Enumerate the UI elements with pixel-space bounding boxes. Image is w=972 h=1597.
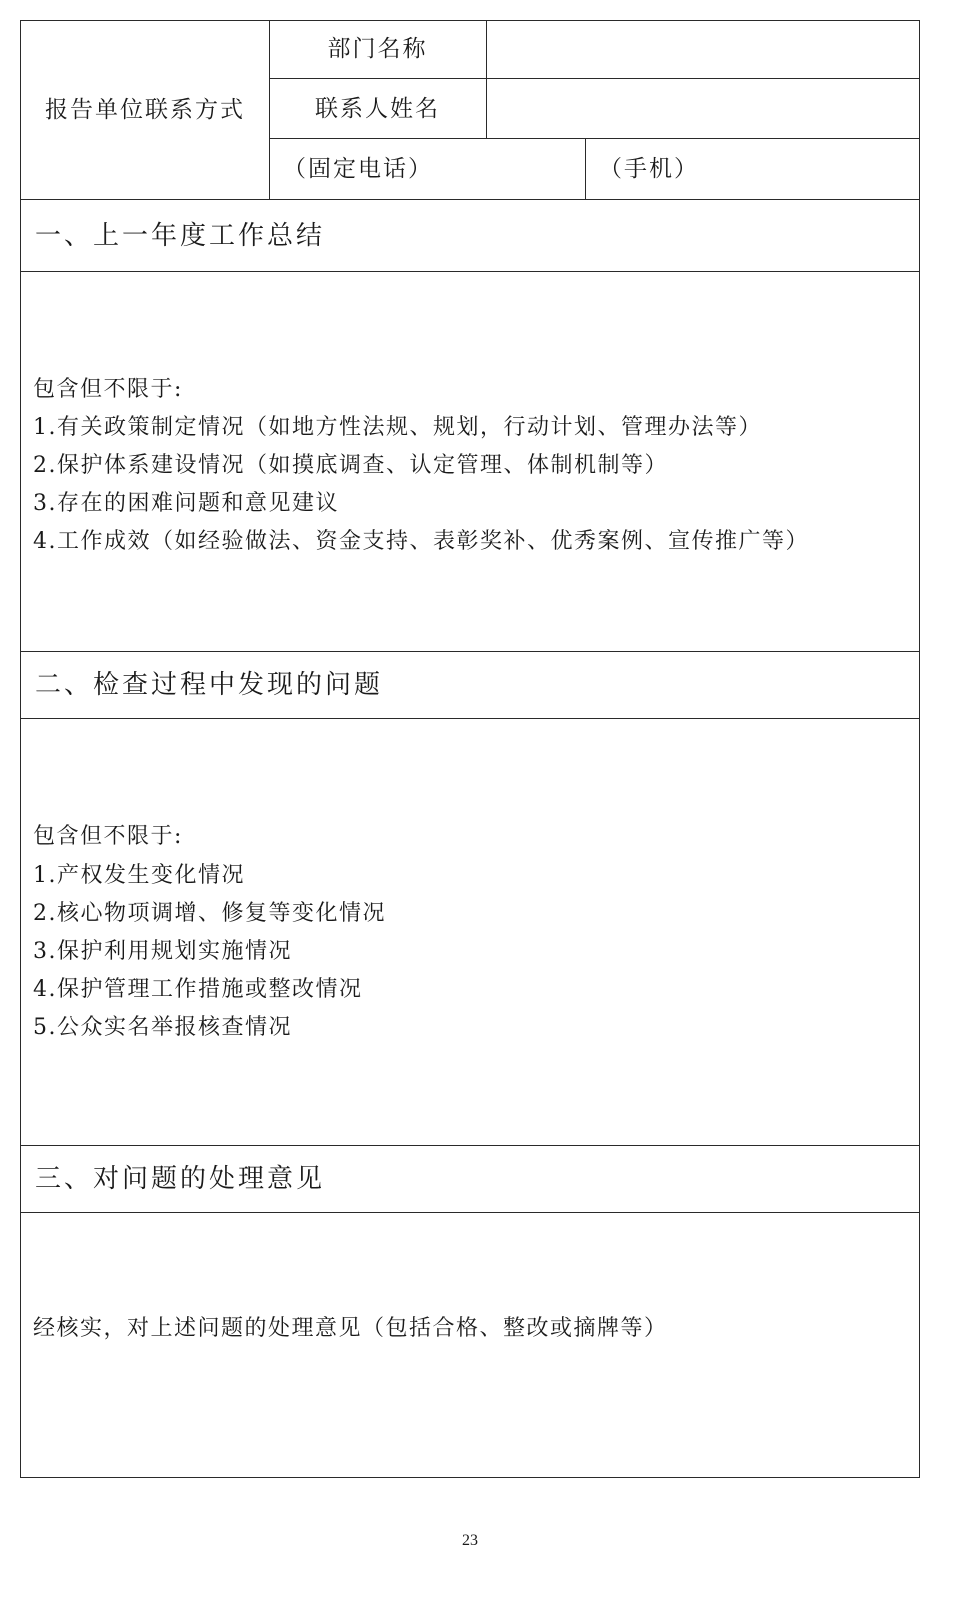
section1-title: 一、上一年度工作总结: [35, 221, 326, 251]
contact-row-divider-2: [269, 138, 919, 139]
contact-row-divider-1: [269, 78, 919, 79]
divider-section2-title-bottom: [21, 718, 919, 719]
section2-title: 二、检查过程中发现的问题: [35, 670, 384, 700]
report-form-table: [20, 20, 920, 1478]
divider-section3-top: [21, 1145, 919, 1146]
page-number: 23: [462, 1532, 478, 1549]
section3-title: 三、对问题的处理意见: [35, 1164, 326, 1194]
contact-label: 报告单位联系方式: [45, 97, 245, 123]
landline-label: （固定电话）: [283, 156, 433, 182]
section3-body: 经核实，对上述问题的处理意见（包括合格、整改或摘牌等）: [33, 1316, 668, 1341]
contact-value-divider: [486, 21, 487, 138]
list-item: 4.保护管理工作措施或整改情况: [33, 977, 363, 1002]
phone-divider: [585, 138, 586, 199]
divider-section3-title-bottom: [21, 1212, 919, 1213]
list-item: 2.保护体系建设情况（如摸底调查、认定管理、体制机制等）: [33, 453, 668, 478]
list-item: 3.存在的困难问题和意见建议: [33, 491, 339, 516]
department-name-value[interactable]: [501, 38, 901, 62]
divider-section1-title-bottom: [21, 271, 919, 272]
list-item: 4.工作成效（如经验做法、资金支持、表彰奖补、优秀案例、宣传推广等）: [33, 529, 809, 554]
list-item: 1.产权发生变化情况: [33, 863, 245, 888]
section2-intro: 包含但不限于:: [33, 824, 183, 849]
department-name-label: 部门名称: [327, 36, 428, 62]
list-item: 1.有关政策制定情况（如地方性法规、规划，行动计划、管理办法等）: [33, 415, 762, 440]
divider-section2-top: [21, 651, 919, 652]
section2-item-list: [33, 857, 386, 1047]
mobile-label: （手机）: [599, 156, 699, 182]
divider-section1-top: [21, 199, 919, 200]
contact-name-value[interactable]: [501, 98, 901, 122]
list-item: 3.保护利用规划实施情况: [33, 939, 292, 964]
contact-name-label: 联系人姓名: [315, 96, 440, 122]
list-item: 5.公众实名举报核查情况: [33, 1015, 292, 1040]
section1-intro: 包含但不限于:: [33, 377, 183, 402]
list-item: 2.核心物项调增、修复等变化情况: [33, 901, 386, 926]
section1-item-list: [33, 409, 809, 561]
